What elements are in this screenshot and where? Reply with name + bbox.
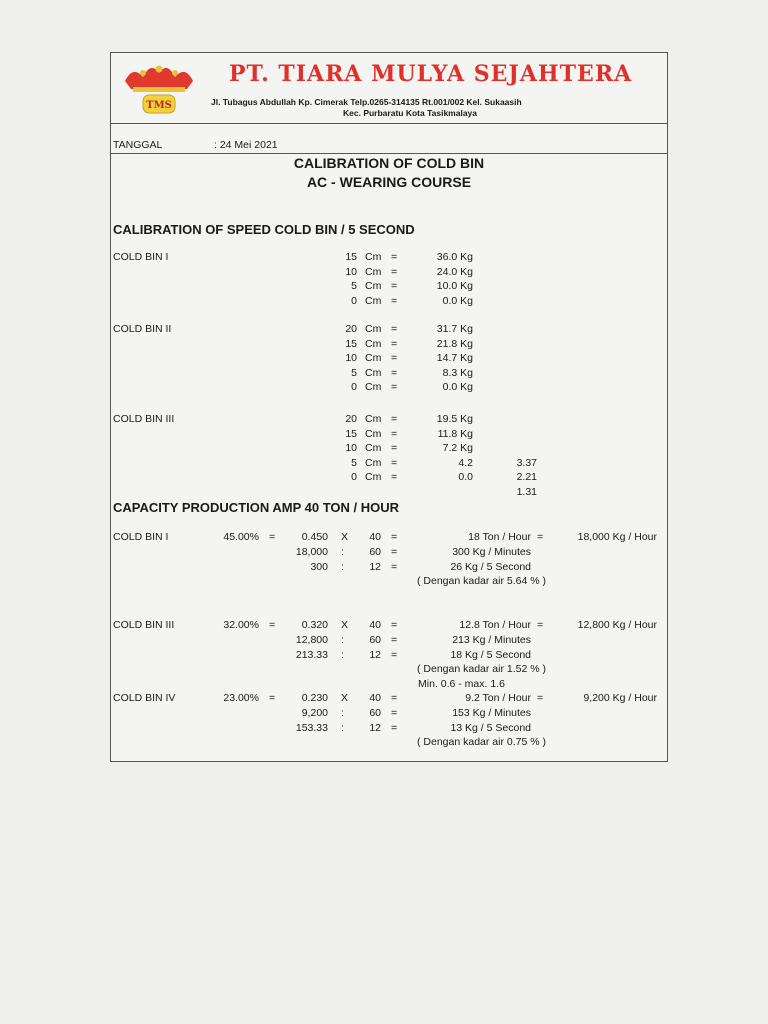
company-name: PT. TIARA MULYA SEJAHTERA (229, 61, 633, 87)
equals-sign: = (391, 707, 398, 719)
extra-value: 1.31 (516, 486, 537, 498)
percentage: 23.00% (223, 692, 259, 704)
cm-unit: Cm (365, 367, 382, 379)
operand-a: 0.320 (301, 619, 328, 631)
operator: : (341, 649, 344, 661)
equals-sign: = (537, 531, 544, 543)
operand-b: 60 (369, 546, 381, 558)
equals-sign: = (269, 692, 276, 704)
equals-sign: = (391, 442, 398, 454)
extra-value: 2.21 (516, 471, 537, 483)
cm-value: 5 (351, 457, 357, 469)
equals-sign: = (391, 722, 398, 734)
kg-value: 0.0 (458, 471, 473, 483)
moisture-range-note: Min. 0.6 - max. 1.6 (418, 678, 505, 690)
kg-value: 8.3 Kg (442, 367, 473, 379)
result-value: 26 Kg / 5 Second (450, 561, 531, 573)
equals-sign: = (391, 471, 398, 483)
percentage: 45.00% (223, 531, 259, 543)
cm-value: 15 (345, 428, 357, 440)
cm-value: 5 (351, 367, 357, 379)
operand-a: 12,800 (295, 634, 328, 646)
equals-sign: = (391, 546, 398, 558)
equals-sign: = (537, 692, 544, 704)
equals-sign: = (391, 295, 398, 307)
kg-per-hour: 12,800 Kg / Hour (577, 619, 657, 631)
operand-a: 0.230 (301, 692, 328, 704)
cm-unit: Cm (365, 266, 382, 278)
cm-unit: Cm (365, 381, 382, 393)
equals-sign: = (391, 338, 398, 350)
equals-sign: = (391, 352, 398, 364)
cm-unit: Cm (365, 295, 382, 307)
equals-sign: = (391, 692, 398, 704)
equals-sign: = (391, 323, 398, 335)
operator: X (341, 531, 349, 543)
operand-b: 12 (369, 649, 381, 661)
cm-unit: Cm (365, 413, 382, 425)
operator: : (341, 546, 344, 558)
document-title: CALIBRATION OF COLD BIN (293, 155, 485, 171)
percentage: 32.00% (223, 619, 259, 631)
cm-value: 5 (351, 280, 357, 292)
equals-sign: = (391, 251, 398, 263)
speed-section-heading: CALIBRATION OF SPEED COLD BIN / 5 SECOND (113, 222, 415, 237)
date-value: : 24 Mei 2021 (214, 139, 278, 151)
operator: : (341, 722, 344, 734)
cm-value: 10 (345, 352, 357, 364)
document-subtitle: AC - WEARING COURSE (306, 174, 472, 190)
operand-b: 60 (369, 634, 381, 646)
equals-sign: = (391, 266, 398, 278)
crown-logo-icon (119, 59, 199, 117)
calibration-sheet (110, 52, 668, 762)
cm-value: 0 (351, 381, 357, 393)
operand-a: 213.33 (295, 649, 328, 661)
kg-value: 21.8 Kg (436, 338, 473, 350)
cm-value: 10 (345, 442, 357, 454)
cm-unit: Cm (365, 442, 382, 454)
operand-a: 18,000 (295, 546, 328, 558)
kg-value: 0.0 Kg (442, 381, 473, 393)
result-value: 12.8 Ton / Hour (459, 619, 531, 631)
cm-unit: Cm (365, 338, 382, 350)
svg-text:TMS: TMS (146, 100, 172, 111)
equals-sign: = (391, 381, 398, 393)
equals-sign: = (391, 619, 398, 631)
operator: X (341, 619, 349, 631)
equals-sign: = (537, 619, 544, 631)
kg-value: 11.8 Kg (437, 428, 473, 440)
cm-value: 20 (345, 413, 357, 425)
result-value: 9.2 Ton / Hour (465, 692, 531, 704)
kg-value: 36.0 Kg (436, 251, 473, 263)
kg-value: 0.0 Kg (442, 295, 473, 307)
divider (111, 153, 667, 154)
kg-value: 31.7 Kg (436, 323, 473, 335)
cold-bin-label: COLD BIN II (113, 323, 172, 335)
cm-unit: Cm (365, 352, 382, 364)
extra-value: 3.37 (516, 457, 537, 469)
equals-sign: = (391, 280, 398, 292)
kg-value: 19.5 Kg (436, 413, 473, 425)
equals-sign: = (269, 531, 276, 543)
moisture-note: ( Dengan kadar air 5.64 % ) (417, 575, 546, 587)
moisture-note: ( Dengan kadar air 1.52 % ) (417, 663, 546, 675)
equals-sign: = (391, 457, 398, 469)
operand-b: 40 (369, 692, 381, 704)
operand-b: 40 (369, 531, 381, 543)
cm-unit: Cm (365, 428, 382, 440)
cm-value: 0 (351, 471, 357, 483)
moisture-note: ( Dengan kadar air 0.75 % ) (417, 736, 546, 748)
result-value: 300 Kg / Minutes (452, 546, 531, 558)
operator: : (341, 561, 344, 573)
equals-sign: = (391, 634, 398, 646)
kg-per-hour: 9,200 Kg / Hour (583, 692, 657, 704)
equals-sign: = (391, 531, 398, 543)
operand-b: 12 (369, 722, 381, 734)
operand-a: 153.33 (295, 722, 328, 734)
operand-a: 300 (310, 561, 328, 573)
cm-value: 10 (345, 266, 357, 278)
kg-value: 24.0 Kg (436, 266, 473, 278)
company-address-line1: Jl. Tubagus Abdullah Kp. Cimerak Telp.0265-314135 Rt.001/002 Kel. Sukaasih (211, 97, 522, 107)
operator: : (341, 634, 344, 646)
operand-b: 60 (369, 707, 381, 719)
operand-a: 9,200 (301, 707, 328, 719)
cold-bin-label: COLD BIN III (113, 619, 175, 631)
operand-b: 40 (369, 619, 381, 631)
equals-sign: = (391, 413, 398, 425)
operand-b: 12 (369, 561, 381, 573)
result-value: 13 Kg / 5 Second (450, 722, 531, 734)
result-value: 18 Kg / 5 Second (450, 649, 531, 661)
cold-bin-label: COLD BIN IV (113, 692, 176, 704)
cold-bin-label: COLD BIN III (113, 413, 175, 425)
result-value: 153 Kg / Minutes (452, 707, 531, 719)
equals-sign: = (391, 649, 398, 661)
date-label: TANGGAL (113, 139, 163, 151)
equals-sign: = (391, 561, 398, 573)
cold-bin-label: COLD BIN I (113, 531, 169, 543)
kg-value: 7.2 Kg (442, 442, 473, 454)
cm-unit: Cm (365, 251, 382, 263)
operator: : (341, 707, 344, 719)
equals-sign: = (391, 428, 398, 440)
result-value: 213 Kg / Minutes (452, 634, 531, 646)
letterhead (111, 53, 667, 124)
result-value: 18 Ton / Hour (468, 531, 531, 543)
equals-sign: = (269, 619, 276, 631)
equals-sign: = (391, 367, 398, 379)
cold-bin-label: COLD BIN I (113, 251, 169, 263)
kg-value: 10.0 Kg (436, 280, 473, 292)
cm-value: 0 (351, 295, 357, 307)
capacity-section-heading: CAPACITY PRODUCTION AMP 40 TON / HOUR (113, 500, 400, 515)
cm-unit: Cm (365, 457, 382, 469)
operator: X (341, 692, 349, 704)
cm-unit: Cm (365, 280, 382, 292)
cm-value: 15 (345, 251, 357, 263)
kg-per-hour: 18,000 Kg / Hour (577, 531, 657, 543)
cm-unit: Cm (365, 471, 382, 483)
kg-value: 4.2 (458, 457, 473, 469)
cm-value: 20 (345, 323, 357, 335)
company-address-line2: Kec. Purbaratu Kota Tasikmalaya (343, 108, 478, 118)
cm-value: 15 (345, 338, 357, 350)
cm-unit: Cm (365, 323, 382, 335)
kg-value: 14.7 Kg (436, 352, 473, 364)
operand-a: 0.450 (301, 531, 328, 543)
